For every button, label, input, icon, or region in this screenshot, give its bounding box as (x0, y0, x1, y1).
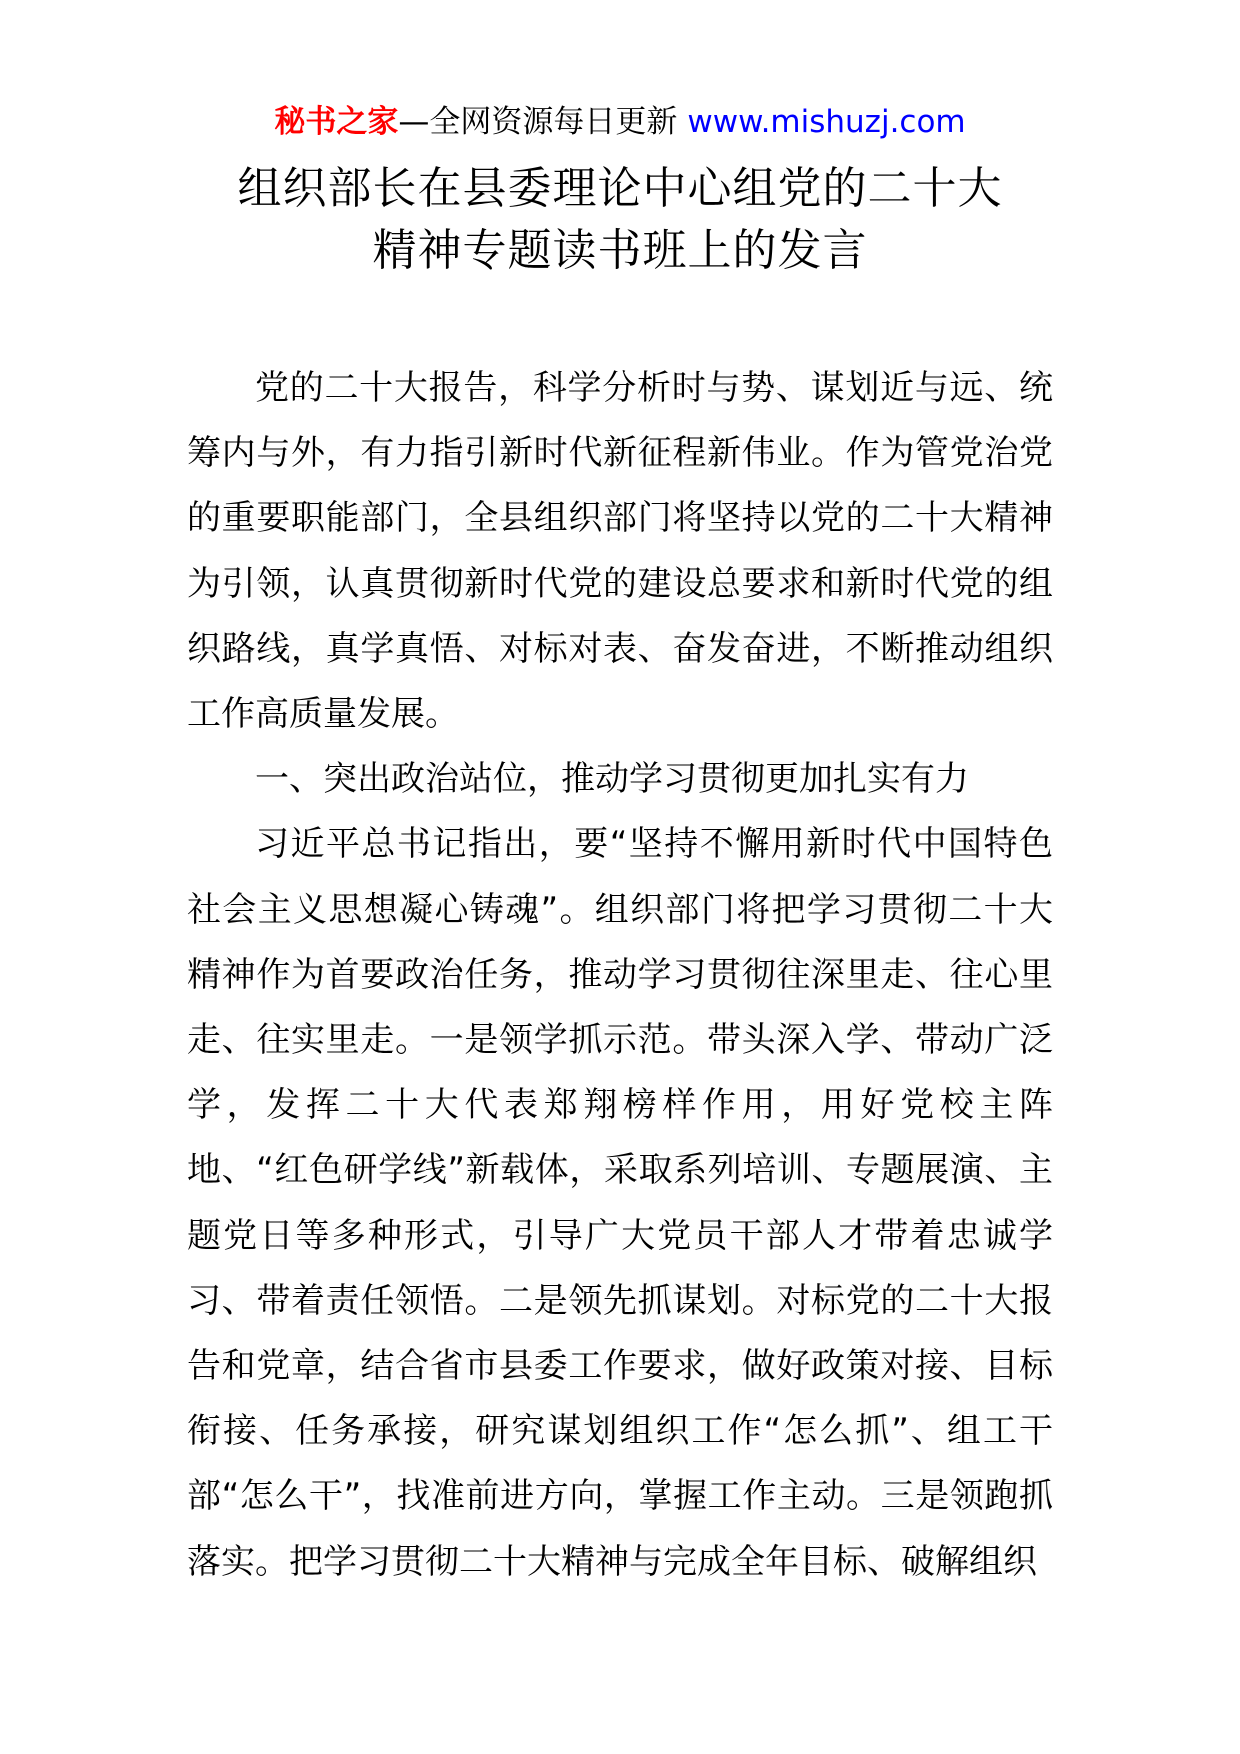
banner-url-link[interactable]: www.mishuzj.com (687, 104, 966, 140)
document-title (0, 158, 1240, 282)
banner-brand: 秘书之家 (274, 104, 399, 140)
section-heading-1: 一、突出政治站位，推动学习贯彻更加扎实有力 (255, 759, 969, 800)
site-banner (0, 100, 1240, 144)
title-line-2: 精神专题读书班上的发言 (372, 225, 868, 276)
banner-tagline: —全网资源每日更新 (398, 104, 678, 140)
document-body (187, 356, 1053, 1595)
paragraph-section-1: 习近平总书记指出，要“坚持不懈用新时代中国特色社会主义思想凝心铸魂”。组织部门将把学习贯彻二十大精神作为首要政治任务，推动学习贯彻往深里走、往心里走、往实里走。一是领学抓示范。带头深入学、带动广泛学，发挥二十大代表郑翔榜样作用，用好党校主阵地、“红色研学线”新载体，采取系列培训、专题展演、主题党日等多种形式，引导广大党员干部人才带着忠诚学习、带着责任领悟。二是领先抓谋划。对标党的二十大报告和党章，结合省市县委工作要求，做好政策对接、目标衔接、任务承接，研究谋划组织工作“怎么抓”、组工干部“怎么干”，找准前进方向，掌握工作主动。三是领跑抓落实。把学习贯彻二十大精神与完成全年目标、破解组织 (187, 824, 1053, 1582)
paragraph-intro: 党的二十大报告，科学分析时与势、谋划近与远、统筹内与外，有力指引新时代新征程新伟业。作为管党治党的重要职能部门，全县组织部门将坚持以党的二十大精神为引领，认真贯彻新时代党的建设总要求和新时代党的组织路线，真学真悟、对标对表、奋发奋进，不断推动组织工作高质量发展。 (187, 368, 1053, 735)
title-line-1: 组织部长在县委理论中心组党的二十大 (237, 163, 1003, 214)
